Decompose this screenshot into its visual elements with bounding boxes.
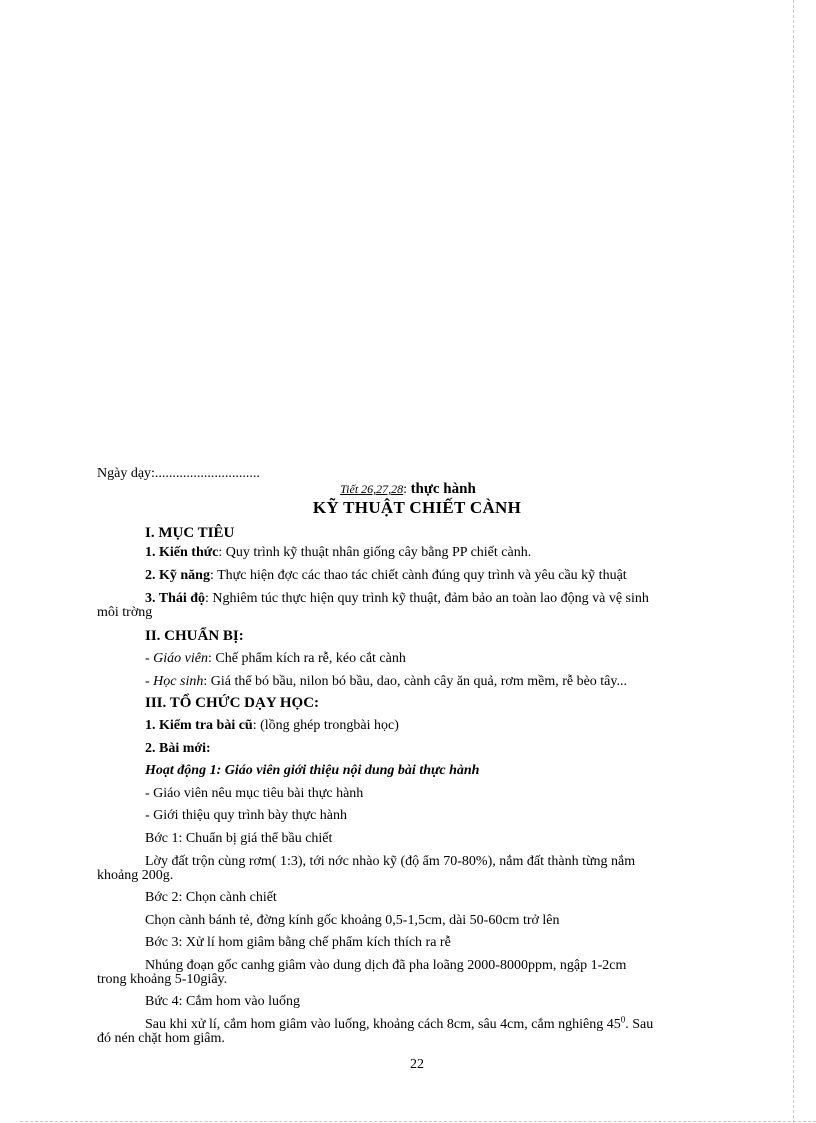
step-4-desc-end: . Sau (625, 1017, 654, 1032)
degree-superscript: 0 (620, 1014, 626, 1025)
new-lesson: 2. Bài mới: (145, 741, 211, 756)
page-title: KỸ THUẬT CHIẾT CÀNH (312, 498, 522, 517)
prep-teacher: - Giáo viên: Chế phẩm kích ra rễ, kéo cắt cành (145, 651, 406, 666)
attitude-text: : Nghiêm túc thực hiện quy trình kỹ thuật, đảm bảo an toàn lao động và vệ sinh (205, 591, 649, 606)
teacher-text: : Chế phẩm kích ra rễ, kéo cắt cành (208, 651, 406, 666)
step-4-desc-main: Sau khi xử lí, cắm hom giâm vào luống, khoảng cách 8cm, sâu 4cm, cắm nghiêng 45 (145, 1017, 621, 1032)
objective-skill (145, 567, 627, 584)
prep-student: - Học sinh: Giá thể bó bầu, nilon bó bầu, dao, cành cây ăn quả, rơm mềm, rễ bèo tây... (145, 674, 627, 689)
student-text: : Giá thể bó bầu, nilon bó bầu, dao, cành cây ăn quả, rơm mềm, rễ bèo tây... (203, 674, 627, 689)
page-border-bottom (20, 1121, 816, 1122)
skill-text: : Thực hiện đợc các thao tác chiết cành đúng quy trình và yêu cầu kỹ thuật (209, 568, 627, 583)
check-old-lesson (145, 717, 399, 734)
objective-attitude-cont: môi trờng (97, 605, 153, 620)
lesson-separator: : (403, 482, 411, 497)
skill-label: 2. Kỹ năng (145, 568, 210, 583)
lesson-periods: Tiết 26,27,28 (340, 482, 404, 496)
step-4-desc-cont: đó nén chặt hom giâm. (97, 1031, 225, 1046)
student-label: Học sinh (153, 674, 204, 689)
section-heading-organization: III. TỔ CHỨC DẠY HỌC: (145, 695, 320, 711)
bullet-procedure: - Giới thiệu quy trình bày thực hành (145, 808, 348, 823)
step-1-desc: Lờy đất trộn cùng rơm( 1:3), tới nớc nhào kỹ (độ ẩm 70-80%), nắm đất thành từng nắm (145, 854, 636, 869)
step-2: Bớc 2: Chọn cành chiết (145, 890, 277, 905)
lesson-type: thực hành (410, 481, 476, 497)
lesson-heading (0, 481, 816, 498)
check-text: : (lồng ghép trongbài học) (252, 718, 399, 733)
attitude-label: 3. Thái độ (145, 591, 206, 606)
step-1: Bớc 1: Chuẩn bị giá thể bầu chiết (145, 831, 333, 846)
date-label: Ngày dạy:.............................. (97, 466, 260, 481)
page-border-right (793, 0, 794, 1123)
section-heading-objectives: I. MỤC TIÊU (145, 525, 235, 541)
section-heading-preparation: II. CHUẨN BỊ: (145, 628, 244, 644)
knowledge-label: 1. Kiến thức (145, 545, 219, 560)
knowledge-text: : Quy trình kỹ thuật nhân giống cây bằng PP chiết cành. (218, 545, 532, 560)
page-number: 22 (410, 1057, 424, 1072)
bullet-objectives: - Giáo viên nêu mục tiêu bài thực hành (145, 786, 364, 801)
objective-attitude (145, 590, 649, 607)
step-3-desc-cont: trong khoảng 5-10giây. (97, 972, 228, 987)
step-3-desc: Nhúng đoạn gốc canhg giâm vào dung dịch đã pha loãng 2000-8000ppm, ngập 1-2cm (145, 958, 627, 973)
step-2-desc: Chọn cành bánh tẻ, đờng kính gốc khoảng 0,5-1,5cm, dài 50-60cm trở lên (145, 913, 560, 928)
activity-1-heading: Hoạt động 1: Giáo viên giới thiệu nội dung bài thực hành (145, 763, 480, 778)
step-1-desc-cont: khoảng 200g. (97, 868, 174, 883)
teacher-label: Giáo viên (153, 651, 208, 666)
objective-knowledge (145, 544, 531, 561)
step-3: Bớc 3: Xử lí hom giâm bằng chế phẩm kích thích ra rễ (145, 935, 451, 950)
check-label: 1. Kiểm tra bài cũ (145, 718, 253, 733)
step-4: Bức 4: Cắm hom vào luống (145, 994, 300, 1009)
